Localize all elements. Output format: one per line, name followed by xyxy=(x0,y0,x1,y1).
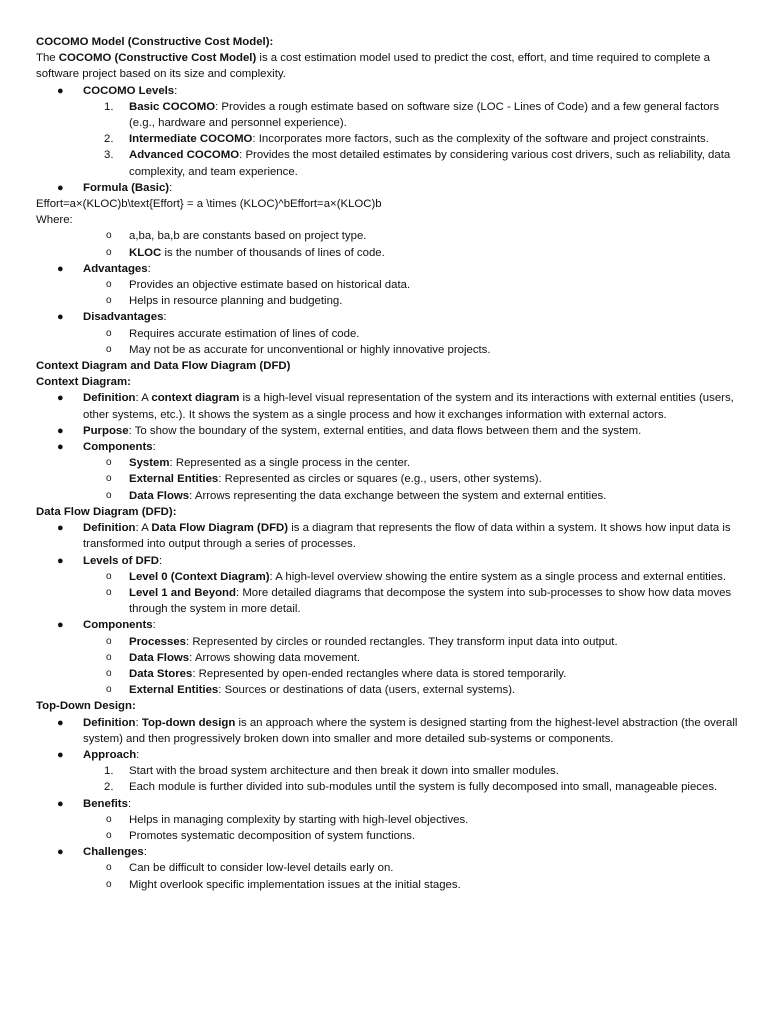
benefit-item: o Helps in managing complexity by starting with high-level objectives. xyxy=(106,813,469,826)
dfd-definition: ● Definition: A Data Flow Diagram (DFD) is a diagram that represents the flow of data within a system. It shows how input data is transformed into output through a series of processes. xyxy=(57,522,731,551)
cocomo-level-item: 2. Intermediate COCOMO: Incorporates more factors, such as the complexity of the software and project constraints. xyxy=(104,133,709,146)
context-components-bullet: ● Components: xyxy=(57,441,156,454)
benefit-item: o Promotes systematic decomposition of system functions. xyxy=(106,829,416,842)
topdown-challenges-bullet: ● Challenges: xyxy=(57,846,147,859)
cocomo-level-item: 1. Basic COCOMO: Provides a rough estimate based on software size (LOC - Lines of Code) and a few general factors (e.g., hardware and personnel experience). xyxy=(104,100,720,130)
cocomo-intro: The COCOMO (Constructive Cost Model) is a cost estimation model used to predict the cost, effort, and time required to complete a software project based on its size and complexity. xyxy=(36,52,711,81)
context-component-item: o External Entities: Represented as circles or squares (e.g., users, other systems). xyxy=(106,473,542,486)
context-purpose: ● Purpose: To show the boundary of the system, external entities, and data flows between them and the system. xyxy=(57,424,642,437)
context-component-item: o Data Flows: Arrows representing the data exchange between the system and external entities. xyxy=(106,489,607,502)
dfd-heading: Data Flow Diagram (DFD): xyxy=(36,505,177,518)
advantages-bullet: ● Advantages: xyxy=(57,262,151,275)
approach-item: 2. Each module is further divided into sub-modules until the system is fully decomposed into small, manageable pieces. xyxy=(104,781,718,794)
dfd-level-item: o Level 1 and Beyond: More detailed diagrams that decompose the system into sub-processes to show how data moves through the system in more detail. xyxy=(106,586,732,616)
topdown-definition: ● Definition: Top-down design is an approach where the system is designed starting from the highest-level abstraction (the overall system) and then progressively broken down into smaller and more detailed sub-systems or components. xyxy=(57,716,738,745)
challenge-item: o Might overlook specific implementation issues at the initial stages. xyxy=(106,878,461,891)
dfd-component-item: o Processes: Represented by circles or rounded rectangles. They transform input data into output. xyxy=(106,635,618,648)
disadvantage-item: o May not be as accurate for unconventional or highly innovative projects. xyxy=(106,343,491,356)
dfd-component-item: o External Entities: Sources or destinations of data (users, external systems). xyxy=(106,684,516,697)
dfd-component-item: o Data Flows: Arrows showing data movement. xyxy=(106,651,361,664)
topdown-benefits-bullet: ● Benefits: xyxy=(57,797,132,810)
formula-text: Effort=a×(KLOC)b\text{Effort} = a \times (KLOC)^bEffort=a×(KLOC)b xyxy=(36,198,382,211)
cocomo-levels-bullet: ● COCOMO Levels: xyxy=(57,84,178,97)
where-label: Where: xyxy=(36,214,73,227)
dfd-components-bullet: ● Components: xyxy=(57,619,156,632)
advantage-item: o Provides an objective estimate based on historical data. xyxy=(106,279,411,292)
disadvantages-bullet: ● Disadvantages: xyxy=(57,311,167,324)
topdown-approach-bullet: ● Approach: xyxy=(57,748,140,761)
where-item: o KLOC is the number of thousands of lines of code. xyxy=(106,246,385,259)
approach-item: 1. Start with the broad system architecture and then break it down into smaller modules. xyxy=(104,765,559,778)
disadvantage-item: o Requires accurate estimation of lines of code. xyxy=(106,327,360,340)
context-subheading: Context Diagram: xyxy=(36,376,131,389)
advantage-item: o Helps in resource planning and budgeting. xyxy=(106,295,343,308)
cocomo-level-item: 3. Advanced COCOMO: Provides the most detailed estimates by considering various cost drivers, such as reliability, data complexity, and team experience. xyxy=(104,149,731,178)
formula-bullet: ● Formula (Basic): xyxy=(57,181,173,194)
context-definition: ● Definition: A context diagram is a high-level visual representation of the system and its interactions with external entities (users, other systems, etc.). It shows the system as a single process and how it exchanges information with external actors. xyxy=(57,392,734,421)
context-heading: Context Diagram and Data Flow Diagram (DFD) xyxy=(36,360,291,373)
challenge-item: o Can be difficult to consider low-level details early on. xyxy=(106,862,394,875)
dfd-component-item: o Data Stores: Represented by open-ended rectangles where data is stored temporarily. xyxy=(106,667,567,680)
cocomo-title: COCOMO Model (Constructive Cost Model): xyxy=(36,36,274,48)
context-component-item: o System: Represented as a single process in the center. xyxy=(106,457,411,470)
dfd-levels-bullet: ● Levels of DFD: xyxy=(57,554,163,567)
topdown-heading: Top-Down Design: xyxy=(36,700,136,713)
dfd-level-item: o Level 0 (Context Diagram): A high-level overview showing the entire system as a single process and external entities. xyxy=(106,570,727,583)
where-item: o a,ba, ba,b are constants based on project type. xyxy=(106,230,367,243)
